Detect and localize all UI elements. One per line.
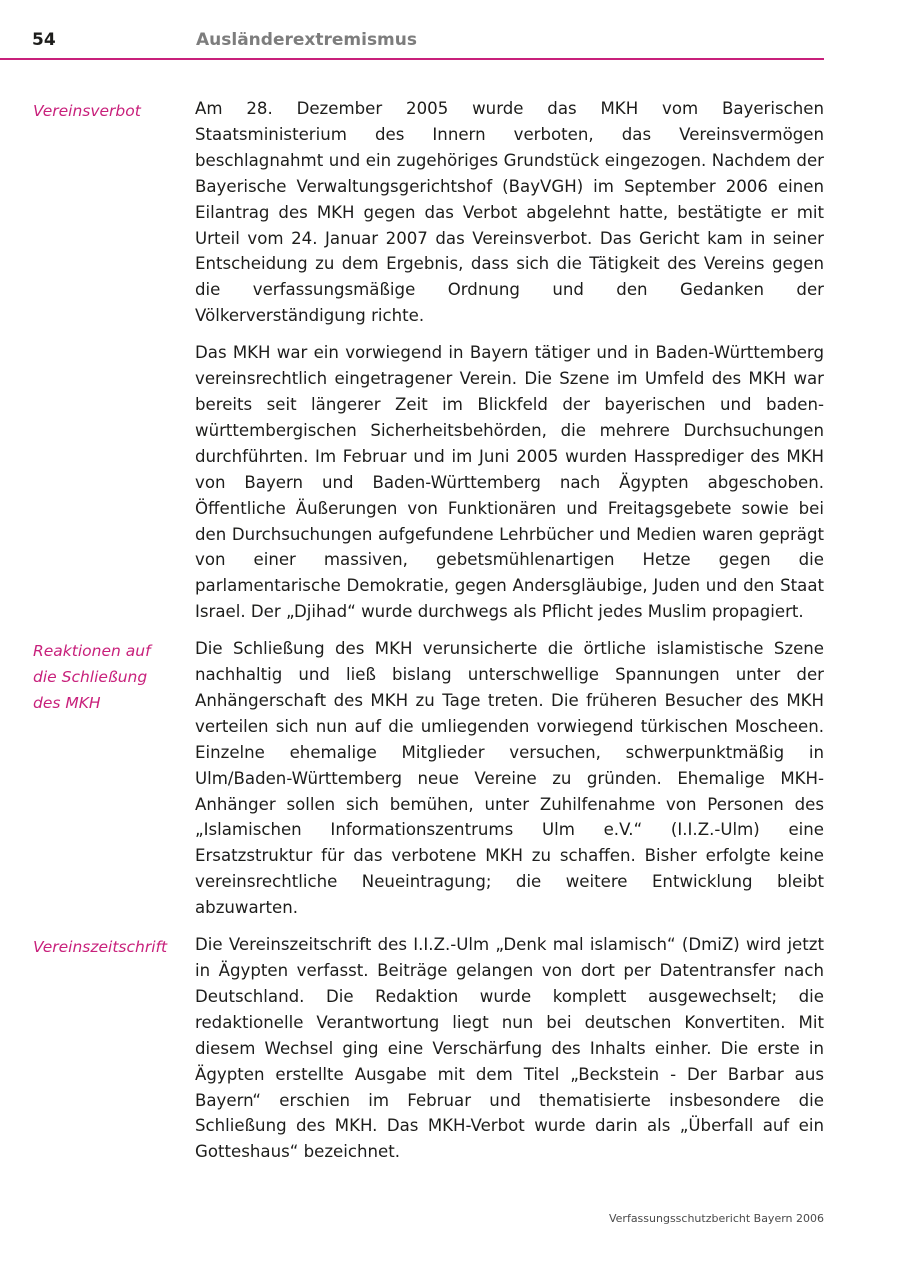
margin-note-vereinsverbot: Vereinsverbot [33,102,141,120]
section-vereinsverbot [0,96,900,625]
body-paragraph: Am 28. Dezember 2005 wurde das MKH vom Bayerischen Staatsministerium des Innern verboten, das Vereinsvermögen beschlagnahmt und ein zugehöriges Grundstück eingezogen. Nachdem der Bayerische Verwaltungsgerichtshof (BayVGH) im September 2006 einen Eilantrag des MKH gegen das Verbot abgelehnt hatte, bestätigte er mit Urteil vom 24. Januar 2007 das Vereinsverbot. Das Gericht kam in seiner Entscheidung zu dem Ergebnis, dass sich die Tätigkeit des Vereins gegen die verfassungsmäßige Ordnung und den Gedanken der Völkerverständigung richte. [195,99,824,326]
page-header [0,0,824,60]
body-paragraph: Die Schließung des MKH verunsicherte die örtliche islamistische Szene nachhaltig und ließ bislang unterschwellige Spannungen unter der Anhängerschaft des MKH zu Tage treten. Die früheren Besucher des MKH verteilen sich nun auf die umliegenden vorwiegend türkischen Moscheen. Einzelne ehemalige Mitglieder versuchen, schwerpunktmäßig in Ulm/Baden-Württemberg neue Vereine zu gründen. Ehemalige MKH-Anhänger sollen sich bemühen, unter Zuhilfenahme von Personen des „Islamischen Informationszentrums Ulm e.V.“ (I.I.Z.-Ulm) eine Ersatzstruktur für das verbotene MKH zu schaffen. Bisher erfolgte keine vereinsrechtliche Neueintragung; die weitere Entwicklung bleibt abzuwarten. [195,639,824,918]
chapter-title: Ausländerextremismus [196,30,417,50]
page-footer: Verfassungsschutzbericht Bayern 2006 [608,1212,824,1225]
section-vereinszeitschrift [0,932,900,1165]
body-paragraph: Die Vereinszeitschrift des I.I.Z.-Ulm „Denk mal islamisch“ (DmiZ) wird jetzt in Ägypten verfasst. Beiträge gelangen von dort per Datentransfer nach Deutschland. Die Redaktion wurde komplett ausgewechselt; die redaktionelle Verantwortung liegt nun bei deutschen Konvertiten. Mit diesem Wechsel ging eine Verschärfung des Inhalts einher. Die erste in Ägypten erstellte Ausgabe mit dem Titel „Beckstein - Der Barbar aus Bayern“ erschien im Februar und thematisierte insbesondere die Schließung des MKH. Das MKH-Verbot wurde darin als „Überfall auf ein Gotteshaus“ bezeichnet. [195,935,824,1162]
body-paragraph: Das MKH war ein vorwiegend in Bayern tätiger und in Baden-Württemberg vereinsrechtlich eingetragener Verein. Die Szene im Umfeld des MKH war bereits seit längerer Zeit im Blickfeld der bayerischen und baden-württembergischen Sicherheitsbehörden, die mehrere Durchsuchungen durchführten. Im Februar und im Juni 2005 wurden Hassprediger des MKH von Bayern und Baden-Württemberg nach Ägypten abgeschoben. Öffentliche Äußerungen von Funktionären und Freitagsgebete sowie bei den Durchsuchungen aufgefundene Lehrbücher und Medien waren geprägt von einer massiven, gebetsmühlenartigen Hetze gegen die parlamentarische Demokratie, gegen Andersgläubige, Juden und den Staat Israel. Der „Djihad“ wurde durchwegs als Pflicht jedes Muslim propagiert. [195,343,824,622]
margin-note-reaktionen: Reaktionen auf die Schließung des MKH [33,642,151,713]
main-content [0,96,900,1176]
page-number: 54 [32,30,56,50]
margin-note-vereinszeitschrift: Vereinszeitschrift [33,938,168,957]
section-reaktionen [0,636,900,921]
